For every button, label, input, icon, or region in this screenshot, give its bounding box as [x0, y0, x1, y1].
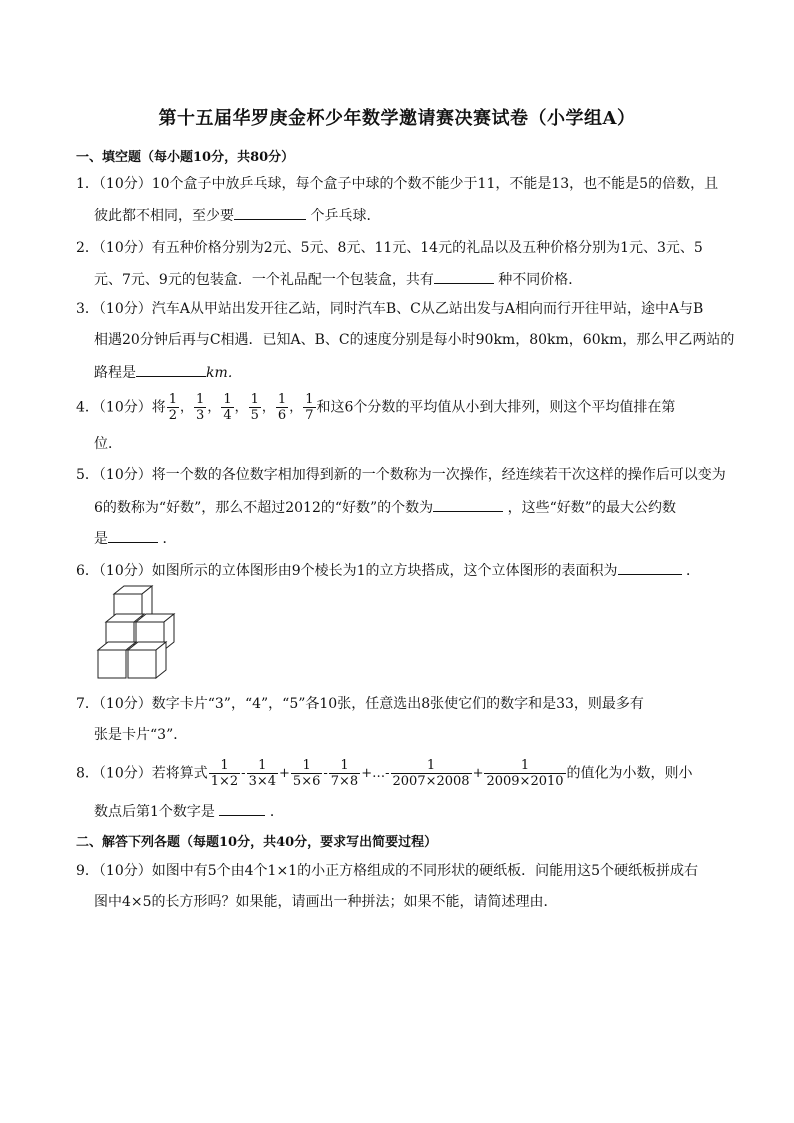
question-8-term-1-denominator: 1×2 — [210, 774, 239, 789]
question-4-line-1 — [76, 392, 675, 423]
question-5-text-a: 6的数称为“好数”，那么不超过2012的“好数”的个数为 — [94, 500, 434, 516]
question-5-text-c: 是 — [94, 531, 108, 547]
question-8-prefix: 8．（10分）若将算式 — [76, 765, 208, 782]
question-2-line-2 — [94, 269, 582, 289]
answer-blank-5b[interactable] — [108, 528, 158, 543]
question-8-term-5 — [391, 758, 472, 789]
question-9-line-2: 图中4×5的长方形吗？如果能，请画出一种拼法；如果不能，请简述理由． — [94, 894, 558, 910]
question-4-fraction-2 — [194, 392, 206, 423]
question-4-fraction-4-numerator: 1 — [250, 392, 259, 407]
question-4-prefix: 4．（10分）将 — [76, 399, 166, 416]
question-8-term-1-numerator: 1 — [220, 758, 229, 773]
question-6-line-1 — [76, 560, 700, 580]
section-heading-fill-in: 一、填空题（每小题10分，共80分） — [76, 150, 295, 165]
expression-operator: - — [323, 765, 328, 781]
answer-blank-5a[interactable] — [433, 497, 503, 512]
question-8-term-2 — [247, 758, 278, 789]
question-3-unit: km． — [206, 365, 242, 381]
question-3-line-1: 3．（10分）汽车A从甲站出发开往乙站，同时汽车B、C从乙站出发与A相向而行开往甲站，途中A与B — [76, 301, 704, 317]
question-4-fraction-2-numerator: 1 — [196, 392, 205, 407]
question-8-suffix: 的值化为小数，则小 — [566, 765, 693, 782]
question-8-term-4-numerator: 1 — [340, 758, 349, 773]
question-3-text-a: 路程是 — [94, 365, 136, 381]
question-5-line-1: 5．（10分）将一个数的各位数字相加得到新的一个数称为一次操作，经连续若干次这样的操作后可以变为 — [76, 467, 726, 483]
question-8-term-5-numerator: 1 — [426, 758, 436, 773]
expression-operator: + — [472, 765, 484, 781]
question-4-suffix: 和这6个分数的平均值从小到大排列，则这个平均值排在第 — [316, 399, 676, 416]
question-6-text-b: ． — [686, 563, 700, 579]
question-8-term-4-denominator: 7×8 — [330, 774, 359, 789]
question-1-line-1: 1．（10分）10个盒子中放乒乓球，每个盒子中球的个数不能少于11，不能是13，也不能是5的倍数，且 — [76, 176, 719, 192]
question-8-term-6-denominator: 2009×2010 — [486, 774, 564, 789]
fraction-separator: ， — [207, 399, 221, 415]
page-title: 第十五届华罗庚金杯少年数学邀请赛决赛试卷（小学组A） — [158, 108, 636, 129]
fraction-separator: ， — [234, 399, 248, 415]
question-4-fraction-5-numerator: 1 — [277, 392, 287, 407]
question-4-fraction-1-numerator: 1 — [168, 392, 178, 407]
question-4-fraction-6-denominator: 7 — [305, 408, 314, 423]
question-8-text-a: 数点后第1个数字是 — [94, 804, 215, 820]
question-5-line-3 — [94, 528, 176, 548]
question-8-line-1 — [76, 758, 693, 789]
section-heading-solve: 二、解答下列各题（每题10分，共40分，要求写出简要过程） — [76, 835, 438, 850]
question-4-fraction-5 — [276, 392, 288, 423]
question-8-line-2 — [94, 801, 284, 821]
question-8-expression — [208, 758, 567, 789]
question-8-term-5-denominator: 2007×2008 — [392, 774, 470, 789]
question-8-term-2-numerator: 1 — [258, 758, 267, 773]
question-8-term-3-numerator: 1 — [302, 758, 311, 773]
question-7-line-2: 张是卡片“3”． — [94, 727, 188, 743]
question-4-fraction-3 — [221, 392, 233, 423]
question-8-term-6-numerator: 1 — [520, 758, 530, 773]
expression-operator: + — [279, 765, 290, 781]
question-2-text-b: 种不同价格． — [498, 272, 583, 288]
question-4-fraction-3-denominator: 4 — [223, 408, 232, 423]
question-1-text-b: 个乒乓球． — [310, 208, 381, 224]
question-8-term-3 — [291, 758, 322, 789]
cube-bottom-right — [128, 642, 166, 678]
answer-blank-6[interactable] — [618, 560, 682, 575]
fraction-separator: ， — [289, 399, 303, 415]
question-8-term-3-denominator: 5×6 — [292, 774, 321, 789]
question-4-fraction-6-numerator: 1 — [305, 392, 314, 407]
question-2-text-a: 元、7元、9元的包装盒．一个礼品配一个包装盒，共有 — [94, 272, 434, 288]
question-1-text-a: 彼此都不相同，至少要 — [94, 208, 234, 224]
question-4-fraction-1-denominator: 2 — [168, 408, 178, 423]
question-4-fractions — [166, 392, 317, 423]
question-3-line-3 — [94, 362, 242, 382]
question-4-fraction-6 — [303, 392, 315, 423]
expression-operator: - — [241, 765, 246, 781]
question-5-text-b: ，这些“好数”的最大公约数 — [507, 500, 676, 516]
question-8-term-4 — [329, 758, 360, 789]
question-4-line-2: 位． — [94, 436, 122, 452]
question-6-text-a: 6．（10分）如图所示的立体图形由9个棱长为1的立方块搭成，这个立体图形的表面积为 — [76, 563, 618, 579]
question-9-line-1: 9．（10分）如图中有5个由4个1×1的小正方格组成的不同形状的硬纸板．问能用这5个硬纸板拼成右 — [76, 863, 698, 879]
answer-blank-8[interactable] — [219, 801, 265, 816]
question-3-line-2: 相遇20分钟后再与C相遇．已知A、B、C的速度分别是每小时90km，80km，60km，那么甲乙两站的 — [94, 332, 735, 348]
question-8-term-2-denominator: 3×4 — [248, 774, 277, 789]
fraction-separator: ， — [261, 399, 275, 415]
question-8-text-b: ． — [269, 804, 284, 820]
cube-stack-figure — [92, 584, 182, 688]
fraction-separator: ， — [180, 399, 194, 415]
question-8-term-1 — [209, 758, 240, 789]
question-5-text-d: ． — [162, 531, 177, 547]
question-5-line-2 — [94, 497, 676, 517]
question-4-fraction-1 — [167, 392, 179, 423]
question-4-fraction-4 — [249, 392, 261, 423]
answer-blank-2[interactable] — [434, 269, 494, 284]
question-1-line-2 — [94, 205, 380, 225]
answer-blank-1[interactable] — [234, 205, 306, 220]
question-4-fraction-2-denominator: 3 — [196, 408, 205, 423]
expression-operator: +…- — [361, 765, 390, 781]
question-4-fraction-3-numerator: 1 — [223, 392, 232, 407]
question-4-fraction-4-denominator: 5 — [250, 408, 259, 423]
question-2-line-1: 2．（10分）有五种价格分别为2元、5元、8元、11元、14元的礼品以及五种价格分别为1元、3元、5 — [76, 240, 703, 256]
question-8-term-6 — [484, 758, 565, 789]
question-4-fraction-5-denominator: 6 — [277, 408, 287, 423]
question-7-line-1: 7．（10分）数字卡片“3”，“4”，“5”各10张，任意选出8张使它们的数字和是33，则最多有 — [76, 696, 644, 712]
answer-blank-3[interactable] — [136, 362, 206, 377]
